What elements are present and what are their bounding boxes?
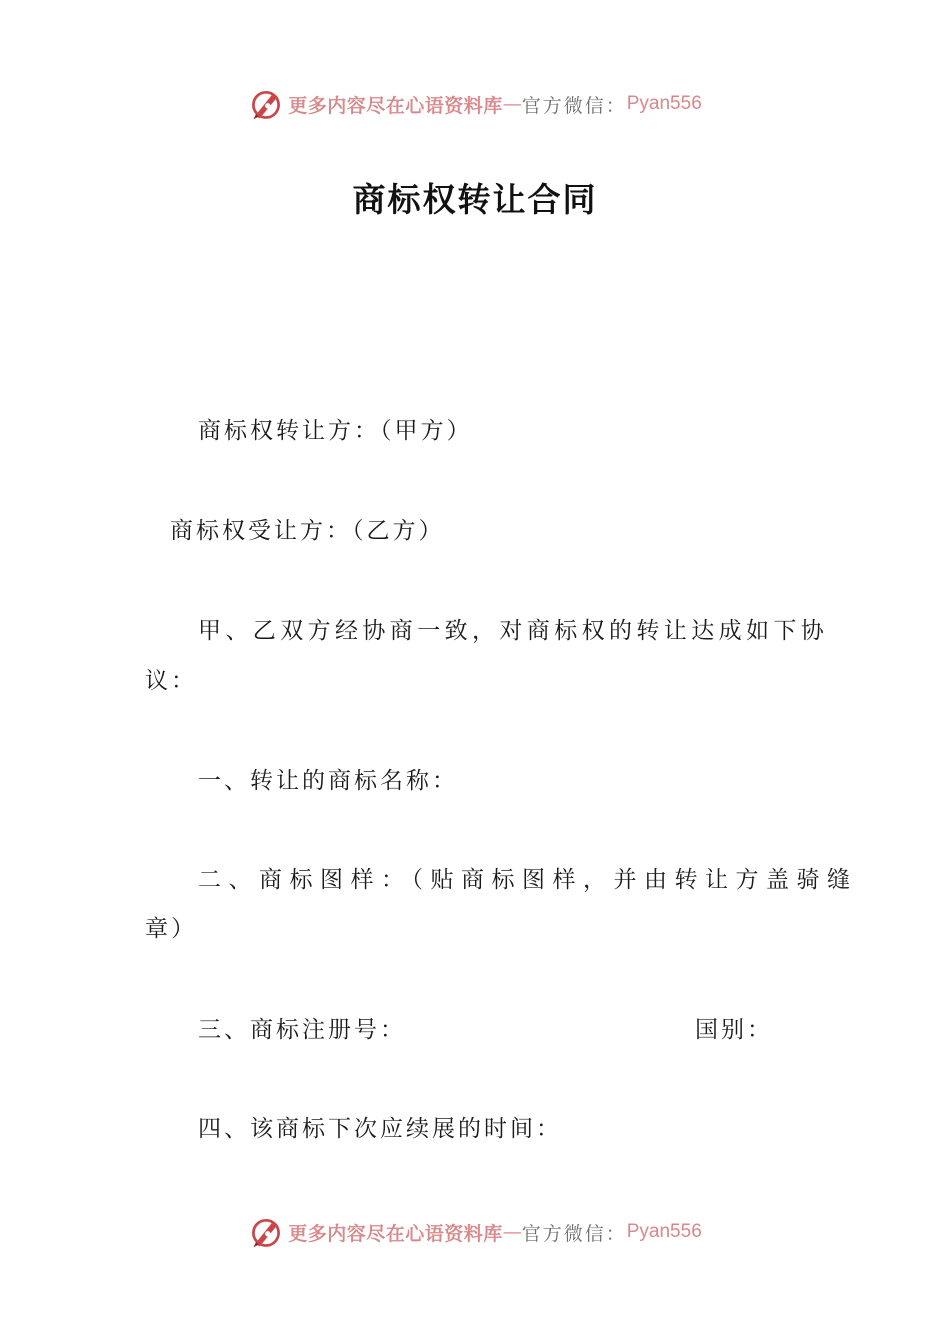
transferor-line: 商标权转让方：（甲方） [198, 418, 473, 444]
watermark-dash: — [502, 93, 522, 115]
watermark-brand: 更多内容尽在心语资料库 [288, 1222, 503, 1245]
watermark-dash: — [502, 1221, 522, 1243]
agreement-line-2: 议： [145, 668, 197, 694]
header-watermark [0, 84, 950, 124]
watermark-official-label: 官方微信： [521, 94, 627, 117]
clause-3-country: 国别： [695, 1017, 773, 1043]
pen-logo-icon [248, 86, 284, 122]
transferee-line: 商标权受让方：（乙方） [170, 518, 445, 544]
watermark-official-label: 官方微信： [521, 1222, 627, 1245]
watermark-brand: 更多内容尽在心语资料库 [288, 94, 503, 117]
watermark-wechat-id: Pyan556 [626, 1221, 702, 1242]
pen-logo-icon [248, 1214, 284, 1250]
footer-watermark [0, 1212, 950, 1252]
document-title: 商标权转让合同 [352, 180, 598, 219]
clause-3-registration-number: 三、商标注册号： [198, 1017, 406, 1043]
clause-4-renewal-time: 四、该商标下次应续展的时间： [198, 1116, 562, 1142]
clause-2-trademark-sample: 二、商标图样：（贴商标图样，并由转让方盖骑缝 [198, 867, 858, 893]
clause-2-continuation: 章） [145, 916, 197, 942]
agreement-line-1: 甲、乙双方经协商一致，对商标权的转让达成如下协 [198, 618, 829, 644]
watermark-wechat-id: Pyan556 [626, 93, 702, 114]
clause-1-trademark-name: 一、转让的商标名称： [198, 768, 458, 794]
